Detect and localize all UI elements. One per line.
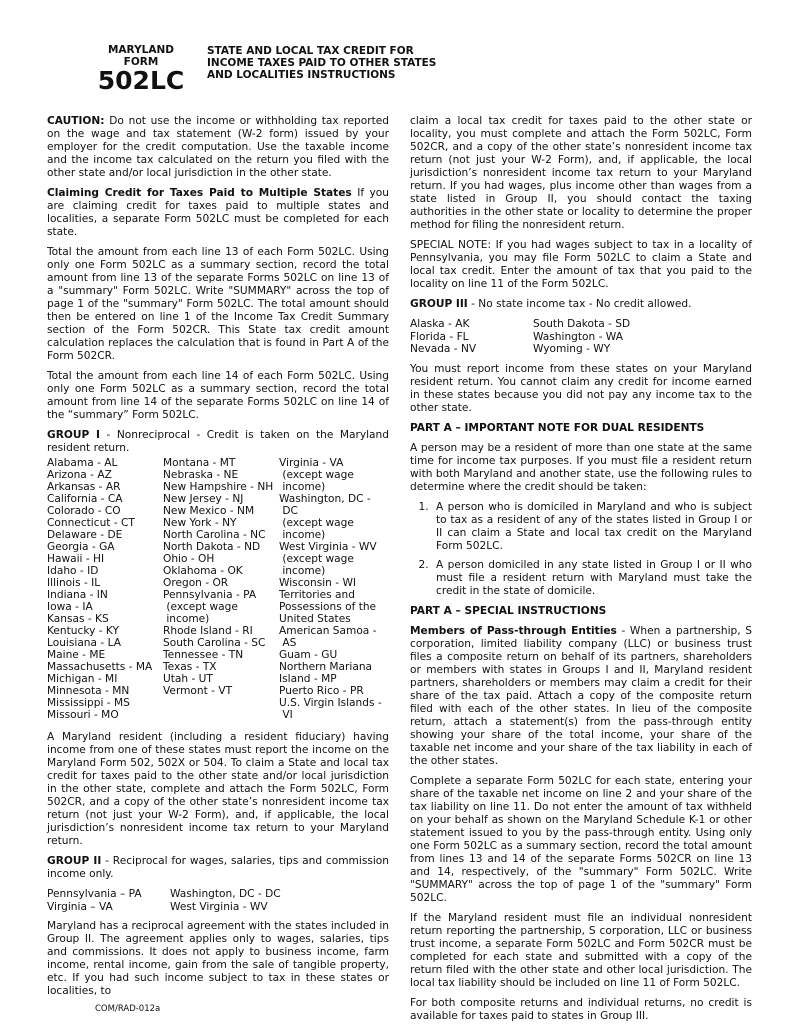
state-entry: Nevada - NV bbox=[410, 343, 477, 355]
group3-text: - No state income tax - No credit allowed. bbox=[467, 298, 692, 310]
state-entry: Oregon - OR bbox=[163, 577, 229, 589]
group2-label: GROUP II bbox=[47, 855, 102, 867]
form-word: FORM bbox=[123, 56, 159, 68]
group2-state-list bbox=[47, 888, 389, 913]
pass-through-label: Members of Pass-through Entities bbox=[410, 624, 617, 637]
state-entry: South Carolina - SC bbox=[163, 637, 266, 649]
dual-residents-heading bbox=[410, 422, 752, 435]
state-entry: South Dakota - SD bbox=[533, 318, 631, 330]
dual-rules-list bbox=[410, 501, 752, 598]
form-number: 502LC bbox=[97, 66, 185, 95]
state-entry: Montana - MT bbox=[163, 457, 236, 469]
state-entry: Mississippi - MS bbox=[47, 697, 130, 709]
state-entry: West Virginia - WV bbox=[170, 900, 268, 913]
state-entry: Northern Mariana bbox=[279, 661, 373, 673]
state-entry: Washington - WA bbox=[533, 330, 623, 343]
state-entry: Wyoming - WY bbox=[533, 343, 611, 355]
group3-label: GROUP III bbox=[410, 298, 468, 310]
group2-paragraph bbox=[47, 855, 389, 881]
state-entry: income) bbox=[163, 613, 210, 625]
state-entry: Arizona - AZ bbox=[47, 469, 112, 481]
list-item: 1. A person who is domiciled in Maryland and who is subject to tax as a resident of any of the states listed in Group I or II can claim a State and local tax credit on the Maryland Form 502LC. bbox=[432, 501, 752, 553]
state-entry: (except wage bbox=[279, 553, 354, 565]
state-entry: AS bbox=[279, 637, 297, 649]
dual-paragraph: A person may be a resident of more than one state at the same time for income tax purposes. If you must file a resident return with both Maryland and another state, use the following rules to determine where the credit should be taken: bbox=[410, 441, 752, 493]
group1-text: - Nonreciprocal - Credit is taken on the Maryland resident return. bbox=[47, 429, 389, 454]
state-entry: Possessions of the bbox=[279, 601, 377, 613]
multi-states-label: Claiming Credit for Taxes Paid to Multiple States bbox=[47, 187, 352, 199]
agency-label: MARYLAND bbox=[107, 44, 174, 56]
group1-state-list bbox=[47, 457, 389, 721]
state-entry: Tennessee - TN bbox=[163, 649, 244, 661]
state-entry bbox=[163, 697, 279, 709]
title-line: AND LOCALITIES INSTRUCTIONS bbox=[207, 69, 396, 81]
state-entry: Rhode Island - RI bbox=[163, 625, 253, 637]
state-entry: Idaho - ID bbox=[47, 565, 99, 577]
state-entry: Louisiana - LA bbox=[47, 637, 121, 649]
title-line: STATE AND LOCAL TAX CREDIT FOR bbox=[207, 45, 414, 57]
state-entry: Pennsylvania – PA bbox=[47, 888, 142, 900]
multi-states-paragraph bbox=[47, 187, 389, 239]
state-entry: income) bbox=[279, 481, 326, 493]
heading-text: PART A – SPECIAL INSTRUCTIONS bbox=[410, 604, 607, 617]
form-code-footer: COM/RAD-012a bbox=[95, 1004, 161, 1014]
pass-through-paragraph bbox=[410, 625, 752, 768]
state-entry: Guam - GU bbox=[279, 649, 338, 661]
state-entry: income) bbox=[279, 529, 326, 541]
state-entry: American Samoa - bbox=[279, 625, 377, 637]
state-entry: Oklahoma - OK bbox=[163, 565, 243, 577]
state-entry: Iowa - IA bbox=[47, 601, 93, 613]
special-instructions-heading bbox=[410, 605, 752, 618]
state-entry: West Virginia - WV bbox=[279, 541, 377, 553]
state-entry: Minnesota - MN bbox=[47, 685, 130, 697]
continued-paragraph: claim a local tax credit for taxes paid to the other state or locality, you must complete and attach the Form 502LC, Form 502CR, and a copy of the other state’s nonresident income tax return (not just your W-2 Form), and, if applicable, the local jurisdiction’s nonresident income tax return to your Maryland return. If you had wages, plus income other than wages from a state listed in Group II, you should contact the taxing authorities in the other state or locality to determine the proper method for filing the nonresident return. bbox=[410, 115, 752, 231]
state-entry: Illinois - IL bbox=[47, 577, 101, 589]
state-entry: Virginia - VA bbox=[279, 457, 344, 469]
line14-paragraph: Total the amount from each line 14 of each Form 502LC. Using only one Form 502LC as a summary section, record the total amount from line 14 of the separate Forms 502LC on line 14 of the “summary” Form 502LC. bbox=[47, 370, 389, 421]
state-entry: Pennsylvania - PA bbox=[163, 589, 257, 601]
state-entry: Nebraska - NE bbox=[163, 469, 239, 481]
group3-paragraph bbox=[410, 298, 752, 311]
group1-paragraph bbox=[47, 429, 389, 455]
state-entry: (except wage bbox=[279, 517, 354, 529]
complete-paragraph: Complete a separate Form 502LC for each state, entering your share of the taxable net income on line 2 and your share of the tax liability on line 11. Do not enter the amount of tax withheld on your behalf as shown on the Maryland Schedule K-1 or other statement issued to you by the pass-through entity. Using only one Form 502LC as a summary section, record the total amount from lines 13 and 14 of the separate Forms 502CR on line 13 and 14, respectively, of the "summary" Form 502LC. Write "SUMMARY" across the top of page 1 of the "summary" Form 502LC. bbox=[410, 774, 752, 904]
both-paragraph: For both composite returns and individual returns, no credit is available for taxes paid to states in Group III. bbox=[410, 996, 752, 1022]
state-entry: New Hampshire - NH bbox=[163, 481, 274, 493]
caution-label: CAUTION: bbox=[47, 115, 105, 127]
caution-text: Do not use the income or withholding tax reported on the wage and tax statement (W-2 form) issued by your employer for the credit computation. Use the taxable income and the income tax calculated on the return you filed with the other state and/or local jurisdiction in the other state. bbox=[47, 115, 389, 179]
reciprocal-paragraph: Maryland has a reciprocal agreement with the states included in Group II. The agreement applies only to wages, salaries, tips and commissions. It does not apply to business income, farm income, rental income, gain from the sale of tangible property, etc. If you had such income subject to tax in these states or localities, to bbox=[47, 920, 389, 997]
state-entry: (except wage bbox=[163, 601, 238, 613]
state-entry: Missouri - MO bbox=[47, 709, 119, 721]
state-entry: California - CA bbox=[47, 493, 123, 505]
state-entry: Washington, DC - DC bbox=[170, 888, 281, 900]
state-entry: Connecticut - CT bbox=[47, 517, 135, 529]
state-entry: Maine - ME bbox=[47, 649, 106, 661]
group1-label: GROUP I bbox=[47, 429, 100, 441]
state-entry: Hawaii - HI bbox=[47, 553, 105, 565]
state-entry: income) bbox=[279, 565, 326, 577]
state-entry: Delaware - DE bbox=[47, 529, 123, 541]
page-title bbox=[207, 45, 436, 81]
state-entry: Arkansas - AR bbox=[47, 481, 121, 493]
state-entry: Territories and bbox=[279, 589, 355, 601]
state-entry: Massachusetts - MA bbox=[47, 661, 153, 673]
pass-through-text: - When a partnership, S corporation, limited liability company (LLC) or business trust files a composite return on behalf of its partners, shareholders or members with states in Groups I and II, Maryland resident partners, shareholders or members may claim a credit for their share of the tax paid. Attach a copy of the composite return filed with each of the other states. In lieu of the composite return, attach a statement(s) from the pass-through entity showing your share of the total income, your share of the taxable net income and your share of the tax liability in each of the other states. bbox=[410, 624, 752, 767]
state-entry: New Jersey - NJ bbox=[163, 493, 244, 505]
state-entry: Indiana - IN bbox=[47, 589, 108, 601]
multi-states-text: If you are claiming credit for taxes paid to multiple states and localities, a separate Form 502LC must be completed for each state. bbox=[47, 187, 389, 238]
heading-text: PART A – IMPORTANT NOTE FOR DUAL RESIDENTS bbox=[410, 421, 705, 434]
state-entry: Island - MP bbox=[279, 673, 337, 685]
line13-paragraph: Total the amount from each line 13 of each Form 502LC. Using only one Form 502LC as a summary section, record the total amount from line 13 of the separate Forms 502LC on line 13 of a "summary" Form 502LC. Write "SUMMARY" across the top of page 1 of the "summary" Form 502LC. The total amount should then be entered on line 1 of the Income Tax Credit Summary section of the Form 502CR. This State tax credit amount calculation replaces the calculation that is found in Part A of the Form 502CR. bbox=[47, 246, 389, 362]
individual-paragraph: If the Maryland resident must file an individual nonresident return reporting the partnership, S corporation, LLC or business trust income, a separate Form 502LC and Form 502CR must be completed for each state and submitted with a copy of the return filed with the other state and other local jurisdiction. The local tax liability should be included on line 11 of Form 502LC. bbox=[410, 911, 752, 989]
state-entry: New York - NY bbox=[163, 517, 237, 529]
state-entry: Puerto Rico - PR bbox=[279, 685, 364, 697]
state-entry: New Mexico - NM bbox=[163, 505, 255, 517]
group3-state-list bbox=[410, 318, 752, 356]
state-entry: Washington, DC - bbox=[279, 493, 371, 505]
state-entry: Kansas - KS bbox=[47, 613, 109, 625]
right-column bbox=[410, 115, 752, 1030]
state-entry: VI bbox=[279, 709, 293, 721]
state-entry: Georgia - GA bbox=[47, 541, 115, 553]
state-entry: Michigan - MI bbox=[47, 673, 118, 685]
state-entry: Alaska - AK bbox=[410, 318, 470, 330]
resident-paragraph: A Maryland resident (including a resident fiduciary) having income from one of these states must report the income on the Maryland Form 502, 502X or 504. To claim a State and local tax credit for taxes paid to the other state and/or local jurisdiction in the other state, complete and attach the Form 502LC, Form 502CR, and a copy of the other state’s nonresident income tax return (not just your W-2 Form), and, if applicable, the local jurisdiction’s nonresident income tax return to your Maryland return. bbox=[47, 731, 389, 847]
caution-paragraph bbox=[47, 115, 389, 180]
state-entry: North Dakota - ND bbox=[163, 541, 261, 553]
list-item: 2. A person domiciled in any state listed in Group I or II who must file a resident return with Maryland must take the credit in the state of domicile. bbox=[432, 559, 752, 598]
form-badge bbox=[96, 44, 186, 94]
state-entry: DC bbox=[279, 505, 298, 517]
state-entry: United States bbox=[279, 613, 351, 625]
state-entry: Texas - TX bbox=[163, 661, 217, 673]
state-entry: Ohio - OH bbox=[163, 553, 215, 565]
state-entry: Vermont - VT bbox=[163, 685, 233, 697]
state-entry: Utah - UT bbox=[163, 673, 213, 685]
left-column bbox=[47, 115, 389, 1005]
group2-text: - Reciprocal for wages, salaries, tips and commission income only. bbox=[47, 855, 390, 880]
state-entry: Alabama - AL bbox=[47, 457, 118, 469]
title-line: INCOME TAXES PAID TO OTHER STATES bbox=[207, 57, 437, 69]
state-entry: Kentucky - KY bbox=[47, 625, 119, 637]
state-entry bbox=[163, 709, 279, 721]
special-note-paragraph: SPECIAL NOTE: If you had wages subject to tax in a locality of Pennsylvania, you may file Form 502LC to claim a State and local tax credit. Enter the amount of tax that you paid to the locality on line 11 of the Form 502LC. bbox=[410, 239, 752, 290]
state-entry: (except wage bbox=[279, 469, 354, 481]
state-entry: U.S. Virgin Islands - bbox=[279, 697, 382, 709]
state-entry: Virginia – VA bbox=[47, 900, 113, 913]
state-entry: Wisconsin - WI bbox=[279, 577, 357, 589]
state-entry: Florida - FL bbox=[410, 330, 469, 343]
state-entry: North Carolina - NC bbox=[163, 529, 266, 541]
state-entry: Colorado - CO bbox=[47, 505, 121, 517]
report-paragraph: You must report income from these states on your Maryland resident return. You cannot claim any credit for income earned in these states because you did not pay any income tax to the other state. bbox=[410, 362, 752, 414]
